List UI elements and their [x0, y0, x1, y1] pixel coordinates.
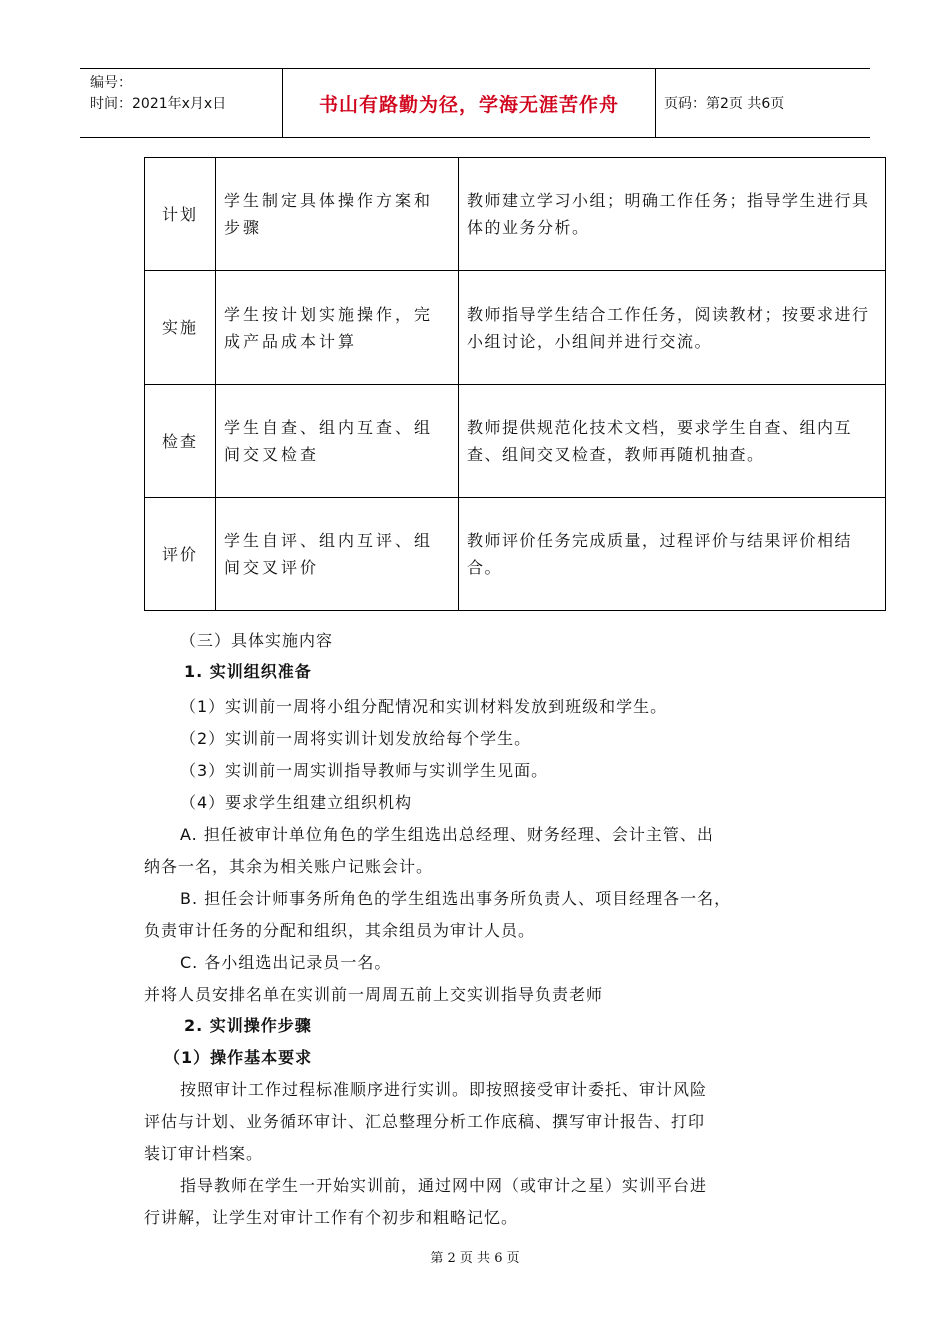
phase-cell: 实施 — [145, 271, 216, 385]
header-page-cell — [656, 69, 870, 137]
page-info: 页码：第2页 共6页 — [664, 96, 785, 112]
paragraph-b-line2: 负责审计任务的分配和组织，其余组员为审计人员。 — [144, 921, 536, 940]
teacher-activity-cell: 教师评价任务完成质量，过程评价与结果评价相结合。 — [459, 498, 886, 611]
slogan: 书山有路勤为径，学海无涯苦作舟 — [318, 93, 619, 116]
paragraph-1-line3: 装订审计档案。 — [144, 1144, 264, 1163]
subheading-preparation: 1. 实训组织准备 — [184, 662, 312, 681]
paragraph-b-line1: B. 担任会计师事务所角色的学生组选出事务所负责人、项目经理各一名， — [180, 889, 732, 908]
date-label: 时间：2021年x月x日 — [90, 96, 227, 112]
teacher-activity-cell: 教师指导学生结合工作任务，阅读教材；按要求进行小组讨论，小组间并进行交流。 — [459, 271, 886, 385]
list-item: （1）实训前一周将小组分配情况和实训材料发放到班级和学生。 — [180, 697, 668, 716]
table-row — [145, 271, 886, 385]
paragraph-a-line1: A. 担任被审计单位角色的学生组选出总经理、财务经理、会计主管、出 — [180, 825, 714, 844]
phase-cell: 计划 — [145, 158, 216, 271]
paragraph-1-line2: 评估与计划、业务循环审计、汇总整理分析工作底稿、撰写审计报告、打印 — [144, 1112, 706, 1131]
header-meta — [80, 69, 282, 137]
table-row — [145, 385, 886, 498]
student-activity-cell: 学生制定具体操作方案和步骤 — [216, 158, 459, 271]
list-item: （4）要求学生组建立组织机构 — [180, 793, 413, 812]
page-footer: 第 2 页 共 6 页 — [430, 1251, 520, 1266]
paragraph-2-line2: 行讲解，让学生对审计工作有个初步和粗略记忆。 — [144, 1208, 519, 1227]
student-activity-cell: 学生按计划实施操作，完成产品成本计算 — [216, 271, 459, 385]
table-row — [145, 498, 886, 611]
paragraph-1-line1: 按照审计工作过程标准顺序进行实训。即按照接受审计委托、审计风险 — [180, 1080, 708, 1099]
submit-note: 并将人员安排名单在实训前一周周五前上交实训指导负责老师 — [144, 985, 604, 1004]
teacher-activity-cell: 教师提供规范化技术文档，要求学生自查、组内互查、组间交叉检查，教师再随机抽查。 — [459, 385, 886, 498]
table-row — [145, 158, 886, 271]
header-slogan-cell — [282, 69, 656, 137]
teaching-plan-table — [144, 157, 886, 611]
paragraph-a-line2: 纳各一名，其余为相关账户记账会计。 — [144, 857, 434, 876]
list-item: （2）实训前一周将实训计划发放给每个学生。 — [180, 729, 532, 748]
code-label: 编号： — [90, 75, 132, 91]
list-item: （3）实训前一周实训指导教师与实训学生见面。 — [180, 761, 549, 780]
section-heading: （三）具体实施内容 — [180, 631, 334, 650]
student-activity-cell: 学生自查、组内互查、组间交叉检查 — [216, 385, 459, 498]
student-activity-cell: 学生自评、组内互评、组间交叉评价 — [216, 498, 459, 611]
paragraph-c: C. 各小组选出记录员一名。 — [180, 953, 392, 972]
paragraph-2-line1: 指导教师在学生一开始实训前，通过网中网（或审计之星）实训平台进 — [180, 1176, 708, 1195]
document-header — [80, 68, 870, 138]
subheading-basic-requirements: （1）操作基本要求 — [164, 1048, 313, 1067]
teacher-activity-cell: 教师建立学习小组；明确工作任务；指导学生进行具体的业务分析。 — [459, 158, 886, 271]
phase-cell: 评价 — [145, 498, 216, 611]
phase-cell: 检查 — [145, 385, 216, 498]
subheading-steps: 2. 实训操作步骤 — [184, 1016, 312, 1035]
